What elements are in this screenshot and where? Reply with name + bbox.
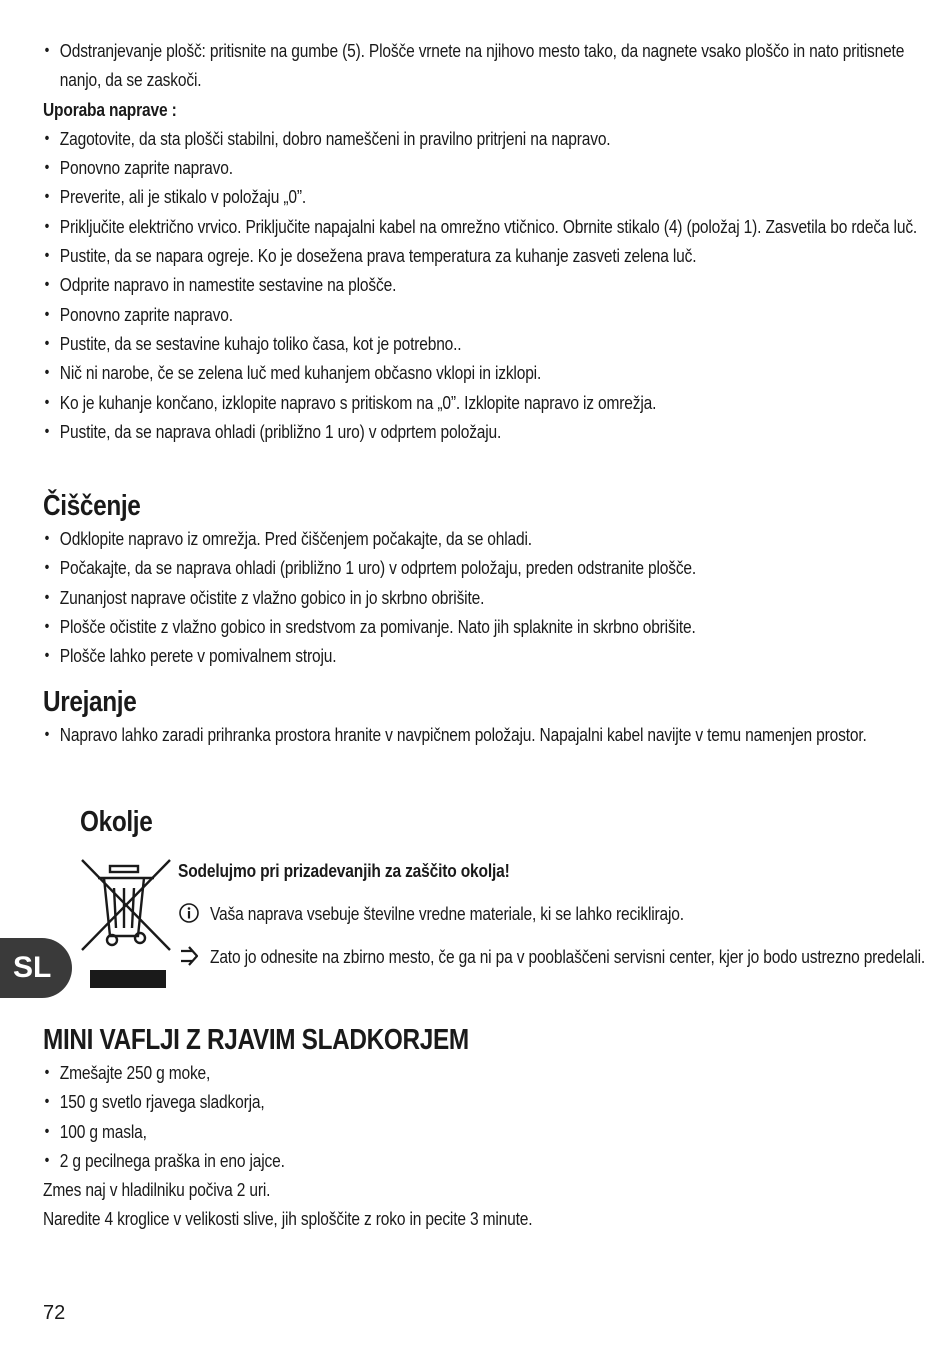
list-item: • Napravo lahko zaradi prihranka prostora hranite v navpičnem položaju. Napajalni kabel navijte v temu namenjen prostor. [43, 720, 923, 749]
recipe-line: Zmes naj v hladilniku počiva 2 uri. [43, 1179, 271, 1201]
environment-subtitle: Sodelujmo pri prizadevanjih za zaščito okolja! [178, 860, 510, 881]
storage-list [43, 720, 923, 749]
list-item: • Počakajte, da se naprava ohladi (približno 1 uro) v odprtem položaju, preden odstranite plošče. [43, 553, 923, 582]
list-item: • Priključite električno vrvico. Priključite napajalni kabel na omrežno vtičnico. Obrnite stikalo (4) (položaj 1). Zasvetila bo rdeča luč. [43, 212, 923, 241]
list-item: • Preverite, ali je stikalo v položaju „0”. [43, 182, 923, 211]
recipe-line: Naredite 4 kroglice v velikosti slive, jih sploščite z roko in pecite 3 minute. [43, 1208, 533, 1230]
list-item: • Pustite, da se naprava ohladi (približno 1 uro) v odprtem položaju. [43, 417, 923, 446]
environment-subtitle-row [178, 856, 938, 885]
intro-list [43, 36, 923, 95]
recipe-heading: MINI VAFLJI Z RJAVIM SLADKORJEM [43, 1024, 469, 1056]
arrow-right-icon [178, 945, 200, 967]
list-item: • Odstranjevanje plošč: pritisnite na gumbe (5). Plošče vrnete na njihovo mesto tako, da nagnete vsako ploščo in nato pritisnete nanjo, da se zaskoči. [43, 36, 923, 95]
list-item: • Zmešajte 250 g moke, [43, 1058, 923, 1087]
environment-info-text: Vaša naprava vsebuje številne vredne materiale, ki se lahko reciklirajo. [210, 903, 684, 924]
language-tab-label: SL [13, 951, 52, 984]
list-item: • Nič ni narobe, če se zelena luč med kuhanjem občasno vklopi in izklopi. [43, 358, 923, 387]
list-item: • Zagotovite, da sta plošči stabilni, dobro nameščeni in pravilno pritrjeni na napravo. [43, 124, 923, 153]
info-icon [178, 902, 200, 924]
list-item: • 2 g pecilnega praška in eno jajce. [43, 1146, 923, 1175]
list-item: • Plošče očistite z vlažno gobico in sredstvom za pomivanje. Nato jih splaknite in skrbno obrišite. [43, 612, 923, 641]
storage-section [43, 684, 923, 749]
list-item: • 100 g masla, [43, 1117, 923, 1146]
usage-section [43, 36, 923, 446]
list-item: • Odklopite napravo iz omrežja. Pred čiščenjem počakajte, da se ohladi. [43, 524, 923, 553]
list-item: • Ponovno zaprite napravo. [43, 300, 923, 329]
cleaning-section [43, 488, 923, 670]
usage-list [43, 124, 923, 446]
recipe-list [43, 1058, 923, 1175]
cleaning-heading: Čiščenje [43, 490, 141, 522]
cleaning-list [43, 524, 923, 670]
environment-action-text: Zato jo odnesite na zbirno mesto, če ga ni pa v pooblaščeni servisni center, kjer jo bodo ustrezno predelali. [210, 946, 926, 967]
usage-title: Uporaba naprave : [43, 98, 177, 120]
recipe-section [43, 1022, 923, 1234]
environment-heading-wrap [80, 804, 480, 840]
list-item: • Pustite, da se napara ogreje. Ko je dosežena prava temperatura za kuhanje zasveti zelena luč. [43, 241, 923, 270]
crossed-bin-icon [78, 856, 174, 992]
list-item: • Odprite napravo in namestite sestavine na plošče. [43, 270, 923, 299]
storage-heading: Urejanje [43, 686, 137, 718]
list-item: • Pustite, da se sestavine kuhajo toliko časa, kot je potrebno.. [43, 329, 923, 358]
list-item: • Ko je kuhanje končano, izklopite napravo s pritiskom na „0”. Izklopite napravo iz omrežja. [43, 388, 923, 417]
environment-heading: Okolje [80, 806, 153, 838]
page-number: 72 [43, 1302, 66, 1324]
list-item: • Ponovno zaprite napravo. [43, 153, 923, 182]
list-item: • Zunanjost naprave očistite z vlažno gobico in jo skrbno obrišite. [43, 583, 923, 612]
list-item: • Plošče lahko perete v pomivalnem stroju. [43, 641, 923, 670]
list-item: • 150 g svetlo rjavega sladkorja, [43, 1087, 923, 1116]
